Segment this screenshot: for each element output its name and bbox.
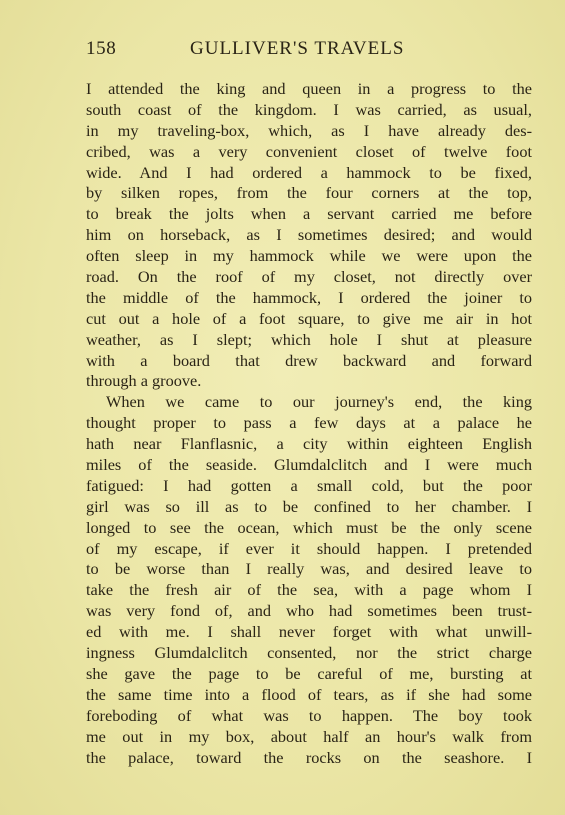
text-line: was very fond of, and who had sometimes been trust- [86, 601, 532, 621]
text-line: me out in my box, about half an hour's walk from [86, 726, 532, 746]
text-line: to be worse than I really was, and desired leave to [86, 559, 532, 579]
text-line: the middle of the hammock, I ordered the joiner to [86, 287, 532, 307]
text-line: the palace, toward the rocks on the seashore. I [86, 747, 532, 767]
text-line: weather, as I slept; which hole I shut at pleasure [86, 329, 532, 349]
text-line: wide. And I had ordered a hammock to be fixed, [86, 162, 532, 182]
text-line: girl was so ill as to be confined to her chamber. I [86, 496, 532, 516]
text-line: ed with me. I shall never forget with what unwill- [86, 622, 532, 642]
text-line: cribed, was a very convenient closet of twelve foot [86, 141, 532, 161]
text-line: thought proper to pass a few days at a palace he [86, 413, 532, 433]
text-line: in my traveling-box, which, as I have already des- [86, 120, 532, 140]
text-line: road. On the roof of my closet, not directly over [86, 267, 532, 287]
text-line: fatigued: I had gotten a small cold, but the poor [86, 475, 532, 495]
text-line: through a groove. [86, 371, 202, 391]
text-line: take the fresh air of the sea, with a page whom I [86, 580, 532, 600]
running-head [86, 38, 532, 62]
text-line: to break the jolts when a servant carried me before [86, 204, 532, 224]
text-line: him on horseback, as I sometimes desired; and would [86, 225, 532, 245]
text-line: of my escape, if ever it should happen. I pretended [86, 538, 532, 558]
text-line: south coast of the kingdom. I was carried, as usual, [86, 99, 532, 119]
text-line: longed to see the ocean, which must be the only scene [86, 517, 532, 537]
text-line: the same time into a flood of tears, as if she had some [86, 684, 532, 704]
text-line: When we came to our journey's end, the king [106, 392, 532, 412]
text-line: often sleep in my hammock while we were upon the [86, 246, 532, 266]
text-line: ingness Glumdalclitch consented, nor the strict charge [86, 643, 532, 663]
text-line: hath near Flanflasnic, a city within eighteen English [86, 434, 532, 454]
text-line: with a board that drew backward and forward [86, 350, 532, 370]
text-line: she gave the page to be careful of me, bursting at [86, 663, 532, 683]
page-number: 158 [86, 38, 117, 59]
body-text [86, 79, 532, 768]
text-line: by silken ropes, from the four corners at the top, [86, 183, 532, 203]
text-line: foreboding of what was to happen. The boy took [86, 705, 532, 725]
text-line: cut out a hole of a foot square, to give me air in hot [86, 308, 532, 328]
book-title: GULLIVER'S TRAVELS [190, 38, 405, 59]
text-line: miles of the seaside. Glumdalclitch and I were much [86, 455, 532, 475]
text-line: I attended the king and queen in a progress to the [86, 79, 532, 98]
